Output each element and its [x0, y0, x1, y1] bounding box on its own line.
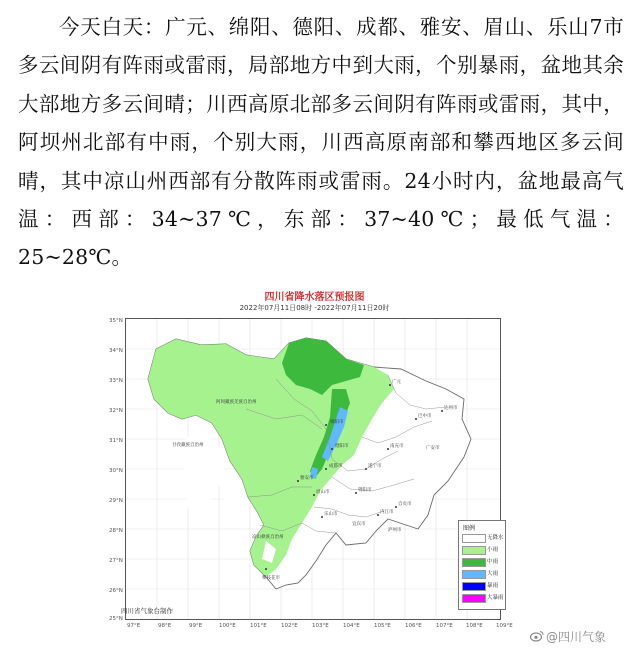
legend-swatch — [462, 546, 486, 555]
legend-label: 大雨 — [487, 571, 499, 577]
lon-label: 108°E — [466, 623, 483, 629]
legend-swatch — [462, 570, 486, 579]
map-subtitle: 2022年07月11日08时 -2022年07月11日20时 — [239, 304, 390, 312]
lon-label: 98°E — [158, 623, 172, 629]
lat-label: 28°N — [109, 528, 123, 534]
lon-label: 105°E — [374, 623, 391, 629]
place-label-yaan: 雅安市 — [300, 476, 314, 481]
forecast-text: 今天白天：广元、绵阳、德阳、成都、雅安、眉山、乐山7市多云间阴有阵雨或雷雨，局部地方中到大雨，个别暴雨，盆地其余大部地方多云间晴；川西高原北部多云间阴有阵雨或雷雨，其中，阿坝州北部有中雨，个别大雨，川西高原南部和攀西地区多云间晴，其中凉山州西部有分散阵雨或雷雨。24小时内，盆地最高气温：西部：34~37℃，东部：37~40℃；最低气温：25~28℃。 — [18, 15, 624, 270]
legend-item — [462, 557, 504, 566]
map-plot-area — [125, 318, 501, 620]
lon-label: 109°E — [496, 623, 513, 629]
lon-label: 102°E — [281, 623, 298, 629]
place-label-ziyang: 资阳市 — [358, 488, 372, 493]
place-label-aba: 阿坝藏族羌族自治州 — [216, 400, 257, 405]
watermark — [530, 628, 606, 645]
legend-label: 小雨 — [487, 547, 499, 553]
sichuan-province-map — [126, 319, 500, 619]
legend-label: 大暴雨 — [487, 595, 504, 601]
place-label-luzhou: 泸州市 — [388, 528, 402, 533]
place-label-mianyang: 绵阳市 — [330, 420, 344, 425]
lat-label: 29°N — [109, 498, 123, 504]
lon-label: 104°E — [343, 623, 360, 629]
place-label-zigong: 自贡市 — [398, 502, 412, 507]
place-label-meishan: 眉山市 — [316, 490, 330, 495]
lon-label: 107°E — [436, 623, 453, 629]
place-label-neijiang: 内江市 — [380, 510, 394, 515]
lon-label: 99°E — [189, 623, 203, 629]
legend-item — [462, 593, 504, 602]
lon-label: 100°E — [219, 623, 236, 629]
lon-label: 103°E — [312, 623, 329, 629]
legend-swatch — [462, 582, 486, 591]
legend-swatch — [462, 534, 486, 543]
place-label-ganzi: 甘孜藏族自治州 — [172, 443, 204, 448]
lat-label: 34°N — [109, 348, 123, 354]
legend-item — [462, 533, 504, 542]
place-label-bazhong: 巴中市 — [418, 414, 432, 419]
lat-label: 30°N — [109, 468, 123, 474]
place-label-guangan: 广安市 — [426, 446, 440, 451]
lat-label: 32°N — [109, 408, 123, 414]
legend-label: 中雨 — [487, 559, 499, 565]
map-credit: 四川省气象台制作 — [121, 607, 173, 615]
legend-label: 暴雨 — [487, 583, 499, 589]
lat-label: 27°N — [109, 558, 123, 564]
map-legend — [458, 520, 506, 610]
lat-label: 25°N — [109, 616, 123, 622]
legend-item — [462, 581, 504, 590]
lon-label: 101°E — [250, 623, 267, 629]
place-label-leshan: 乐山市 — [324, 512, 338, 517]
place-label-yibin: 宜宾市 — [352, 522, 366, 527]
place-label-dazhou: 达州市 — [444, 406, 458, 411]
map-title: 四川省降水落区预报图 — [264, 292, 365, 303]
precipitation-forecast-map — [109, 288, 516, 640]
lon-label: 106°E — [405, 623, 422, 629]
place-label-suining: 遂宁市 — [368, 464, 382, 469]
place-label-guangyuan: 广元 — [392, 380, 401, 385]
legend-swatch — [462, 558, 486, 567]
lon-label: 97°E — [127, 623, 141, 629]
place-label-deyang: 德阳市 — [335, 444, 349, 449]
legend-label: 无降水 — [487, 535, 504, 541]
lat-label: 26°N — [109, 588, 123, 594]
place-label-panzhihua: 攀枝花市 — [262, 576, 280, 581]
place-label-chengdu: 成都市 — [329, 464, 343, 469]
place-label-nanchong: 南充市 — [390, 444, 404, 449]
legend-item — [462, 569, 504, 578]
legend-title: 图例 — [463, 525, 476, 532]
legend-swatch — [462, 594, 486, 603]
place-label-liangshan: 凉山彝族自治州 — [252, 535, 284, 540]
lat-label: 33°N — [109, 378, 123, 384]
lat-label: 35°N — [109, 318, 123, 324]
watermark-text: @四川气象 — [546, 630, 607, 644]
legend-item — [462, 545, 504, 554]
weibo-logo-icon — [530, 630, 544, 642]
lat-label: 31°N — [109, 438, 123, 444]
